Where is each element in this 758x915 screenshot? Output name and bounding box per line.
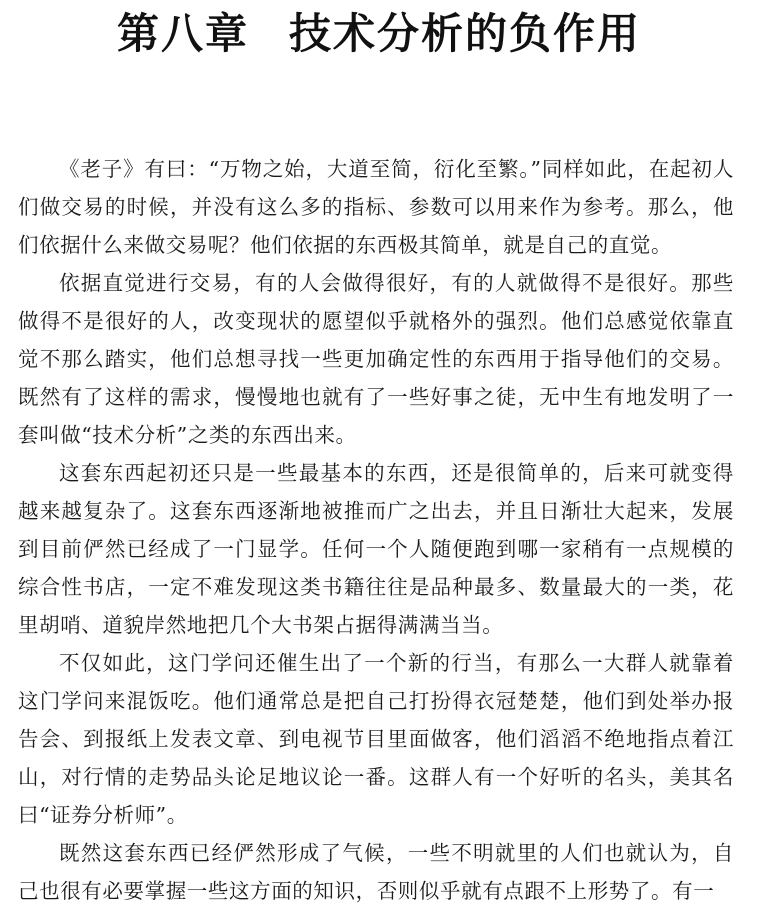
paragraph-5: 既然这套东西已经俨然形成了气候，一些不明就里的人们也就认为，自己也很有必要掌握一些这方面的知识，否则似乎就有点跟不上形势了。有一 — [18, 841, 734, 903]
chapter-heading — [0, 6, 758, 62]
paragraph-3: 这套东西起初还只是一些最基本的东西，还是很简单的，后来可就变得越来越复杂了。这套东西逐渐地被推而广之出去，并且日渐壮大起来，发展到目前俨然已经成了一门显学。任何一个人随便跑到哪一家稍有一点规模的综合性书店，一定不难发现这类书籍往往是品种最多、数量最大的一类，花里胡哨、道貌岸然地把几个大书架占据得满满当当。 — [18, 461, 734, 637]
paragraph-2: 依据直觉进行交易，有的人会做得很好，有的人就做得不是很好。那些做得不是很好的人，改变现状的愿望似乎就格外的强烈。他们总感觉依靠直觉不那么踏实，他们总想寻找一些更加确定性的东西用于指导他们的交易。既然有了这样的需求，慢慢地也就有了一些好事之徒，无中生有地发明了一套叫做“技术分析”之类的东西出来。 — [18, 271, 734, 447]
chapter-number: 第八章 — [116, 9, 249, 58]
paragraph-1: 《老子》有曰：“万物之始，大道至简，衍化至繁。”同样如此，在起初人们做交易的时候，并没有这么多的指标、参数可以用来作为参考。那么，他们依据什么来做交易呢？他们依据的东西极其简单，就是自己的直觉。 — [18, 157, 734, 257]
paragraph-4: 不仅如此，这门学问还催生出了一个新的行当，有那么一大群人就靠着这门学问来混饭吃。他们通常总是把自己打扮得衣冠楚楚，他们到处举办报告会、到报纸上发表文章、到电视节目里面做客，他们滔滔不绝地指点着江山，对行情的走势品头论足地议论一番。这群人有一个好听的名头，美其名曰“证券分析师”。 — [18, 651, 734, 827]
chapter-title-text: 技术分析的负作用 — [289, 9, 642, 58]
chapter-body — [18, 150, 734, 910]
